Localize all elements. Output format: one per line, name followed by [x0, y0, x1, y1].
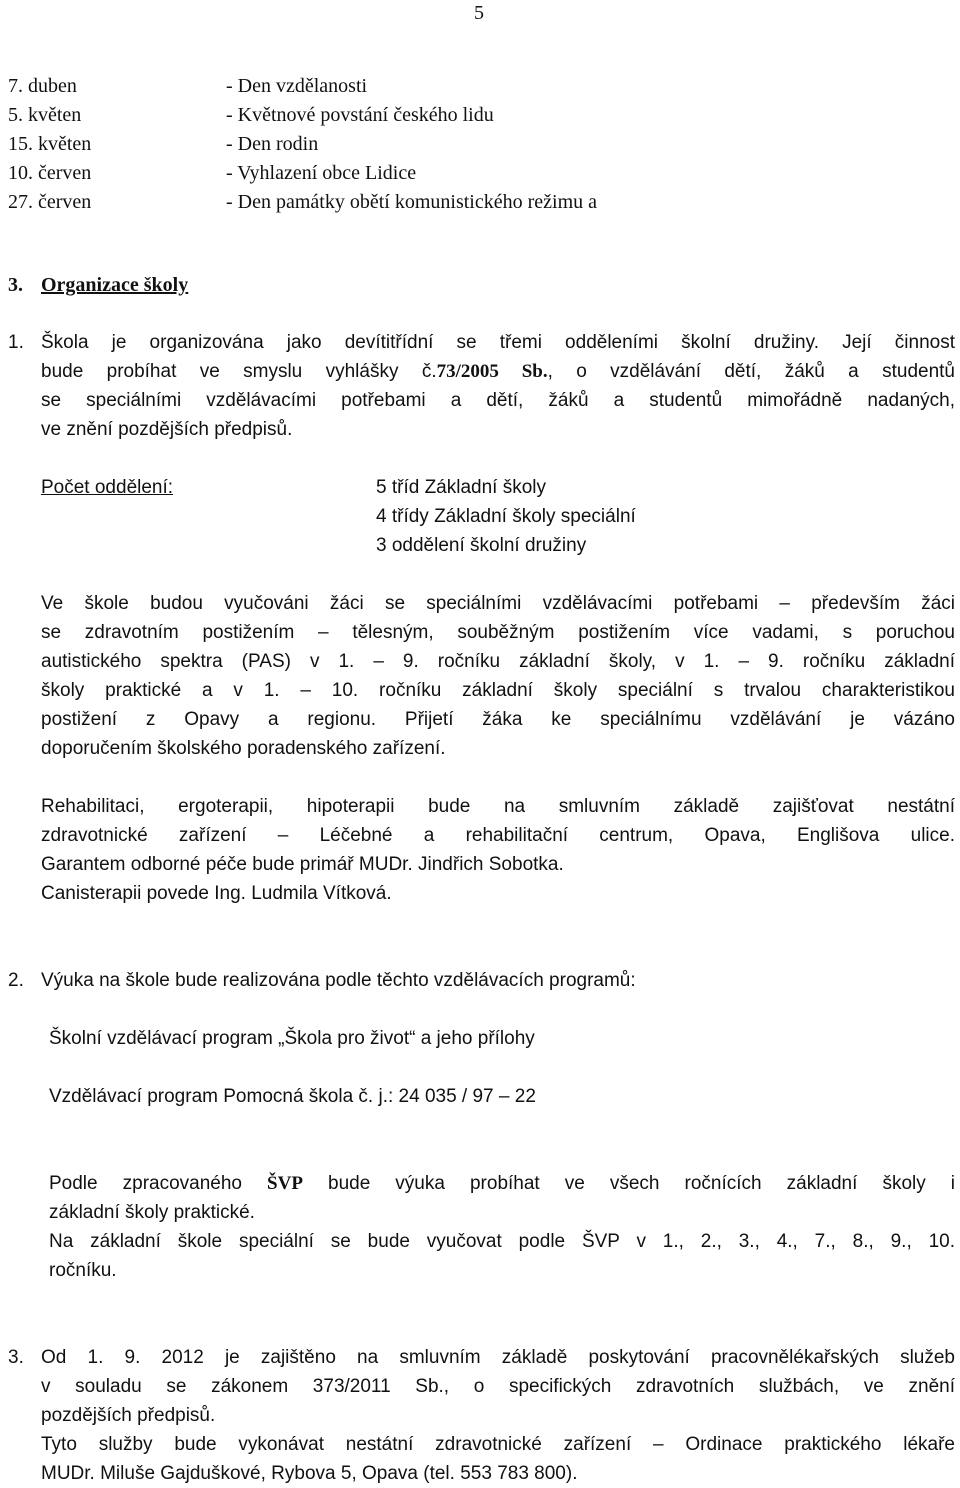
- text-run: Podle zpracovaného: [49, 1173, 242, 1194]
- paragraph-line: [41, 360, 955, 384]
- paragraph-line: doporučením školského poradenského zařízení.: [41, 738, 446, 759]
- paragraph-line: Od 1. 9. 2012 je zajištěno na smluvním základě poskytování pracovnělékařských služeb: [41, 1347, 955, 1368]
- holiday-date: 27. červen: [8, 191, 92, 213]
- paragraph-line: se speciálními vzdělávacími potřebami a dětí, žáků a studentů mimořádně nadaných,: [41, 390, 955, 411]
- page-number: 5: [474, 2, 484, 24]
- program-line: Vzdělávací program Pomocná škola č. j.: 24 035 / 97 – 22: [49, 1086, 536, 1107]
- paragraph-line: zdravotnické zařízení – Léčebné a rehabilitační centrum, Opava, Englišova ulice.: [41, 825, 955, 846]
- paragraph-line: Na základní škole speciální se bude vyučovat podle ŠVP v 1., 2., 3., 4., 7., 8., 9., 10.: [49, 1231, 955, 1252]
- section-title-text: Organizace školy: [41, 274, 189, 296]
- department-item: 3 oddělení školní družiny: [376, 535, 587, 556]
- paragraph-line: Garantem odborné péče bude primář MUDr. Jindřich Sobotka.: [41, 854, 564, 875]
- paragraph-line: Tyto služby bude vykonávat nestátní zdravotnické zařízení – Ordinace praktického lékaře: [41, 1434, 955, 1455]
- paragraph-line: Canisterapii povede Ing. Ludmila Vítková.: [41, 883, 392, 904]
- item-number: 2.: [8, 970, 24, 991]
- text-run: , o vzdělávání dětí, žáků a studentů: [547, 361, 956, 382]
- text-run: bude výuka probíhat ve všech ročnících základní školy i: [328, 1173, 955, 1194]
- departments-label: Počet oddělení:: [41, 477, 174, 498]
- holiday-date: 7. duben: [8, 75, 77, 97]
- program-line: Školní vzdělávací program „Škola pro život“ a jeho přílohy: [49, 1028, 535, 1049]
- paragraph-line: ve znění pozdějších předpisů.: [41, 419, 293, 440]
- holiday-date: 15. květen: [8, 133, 92, 155]
- paragraph-line: Ve škole budou vyučováni žáci se speciálními vzdělávacími potřebami – především žáci: [41, 593, 955, 614]
- item-number: 1.: [8, 332, 24, 353]
- paragraph-line: postižení z Opavy a regionu. Přijetí žáka ke speciálnímu vzdělávání je vázáno: [41, 709, 955, 730]
- item-number: 3.: [8, 1347, 24, 1368]
- paragraph-line: Rehabilitaci, ergoterapii, hipoterapii bude na smluvním základě zajišťovat nestátní: [41, 796, 955, 817]
- paragraph-line: ročníku.: [49, 1260, 117, 1281]
- paragraph-line: MUDr. Miluše Gajduškové, Rybova 5, Opava (tel. 553 783 800).: [41, 1463, 578, 1484]
- paragraph-line: základní školy praktické.: [49, 1202, 255, 1223]
- text-run: bude probíhat ve smyslu vyhlášky č.: [41, 361, 437, 382]
- holiday-name: - Květnové povstání českého lidu: [226, 104, 494, 126]
- paragraph-line: pozdějších předpisů.: [41, 1405, 216, 1426]
- holiday-name: - Den rodin: [226, 133, 319, 155]
- holiday-name: - Vyhlazení obce Lidice: [226, 162, 417, 184]
- paragraph-line: školy praktické a v 1. – 10. ročníku základní školy speciální s trvalou charakteristikou: [41, 680, 955, 701]
- department-item: 4 třídy Základní školy speciální: [376, 506, 636, 527]
- paragraph-line: Škola je organizována jako devítitřídní se třemi odděleními školní družiny. Její činnost: [41, 332, 955, 353]
- holiday-name: - Den památky obětí komunistického režimu a: [226, 191, 598, 213]
- decree-reference: 73/2005 Sb.: [436, 361, 548, 382]
- paragraph-line: v souladu se zákonem 373/2011 Sb., o specifických zdravotních službách, ve znění: [41, 1376, 955, 1397]
- section-number: [8, 273, 23, 297]
- holiday-name: - Den vzdělanosti: [226, 75, 368, 97]
- department-item: 5 tříd Základní školy: [376, 477, 547, 498]
- section-title: [41, 273, 188, 297]
- svp-abbreviation: ŠVP: [267, 1173, 303, 1194]
- paragraph-line: Výuka na škole bude realizována podle těchto vzdělávacích programů:: [41, 970, 636, 991]
- paragraph-line: se zdravotním postižením – tělesným, souběžným postižením více vadami, s poruchou: [41, 622, 955, 643]
- holiday-date: 5. květen: [8, 104, 82, 126]
- holiday-date: 10. červen: [8, 162, 92, 184]
- section-number-text: 3.: [8, 274, 23, 296]
- paragraph-line: [49, 1172, 955, 1196]
- paragraph-line: autistického spektra (PAS) v 1. – 9. ročníku základní školy, v 1. – 9. ročníku základní: [41, 651, 955, 672]
